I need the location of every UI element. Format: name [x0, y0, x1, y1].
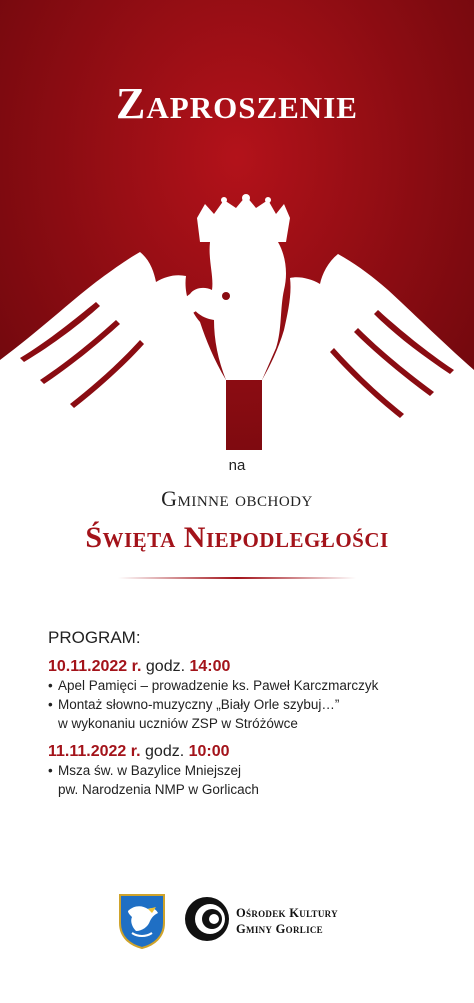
event-title-line2: Święta Niepodległości: [85, 521, 389, 554]
date-time: 14:00: [189, 658, 231, 675]
date-value: 11.11.2022: [48, 743, 127, 760]
program-item: [48, 676, 448, 695]
date-value: 10.11.2022: [48, 658, 128, 675]
organization-name: [236, 905, 338, 937]
program-item-text: Montaż słowno-muzyczny „Biały Orle szybuj…”: [58, 697, 340, 712]
date-time: 10:00: [188, 743, 230, 760]
date-godz: godz.: [145, 743, 185, 760]
date-r: r.: [130, 743, 141, 760]
gorlice-coat-of-arms-icon: [118, 893, 166, 949]
program-date-1: [48, 658, 448, 676]
ok-gg-logo-icon: [184, 896, 230, 942]
event-title-line1: Gminne obchody: [161, 486, 313, 511]
program-section: [48, 628, 448, 799]
program-item-continuation: pw. Narodzenia NMP w Gorlicach: [58, 782, 259, 797]
program-item: [48, 761, 448, 799]
date-godz: godz.: [145, 658, 186, 675]
bullet-icon: •: [48, 763, 53, 778]
program-heading: PROGRAM:: [48, 628, 141, 647]
intro-na: na: [228, 457, 246, 474]
bullet-icon: •: [48, 678, 53, 693]
page-title: Zaproszenie: [116, 79, 358, 128]
program-date-2: [48, 743, 448, 761]
divider: [118, 577, 356, 579]
date-r: r.: [131, 658, 142, 675]
footer-logos: [0, 893, 474, 953]
program-item-continuation: w wykonaniu uczniów ZSP w Stróżówce: [58, 716, 298, 731]
white-eagle-icon: [0, 190, 474, 450]
organization-name-line2: Gminy Gorlice: [236, 922, 323, 936]
program-item: [48, 695, 448, 733]
program-item-text: Apel Pamięci – prowadzenie ks. Paweł Karczmarczyk: [58, 678, 379, 693]
bullet-icon: •: [48, 697, 53, 712]
organization-name-line1: Ośrodek Kultury: [236, 906, 338, 920]
program-item-text: Msza św. w Bazylice Mniejszej: [58, 763, 242, 778]
header-banner: [0, 0, 474, 450]
